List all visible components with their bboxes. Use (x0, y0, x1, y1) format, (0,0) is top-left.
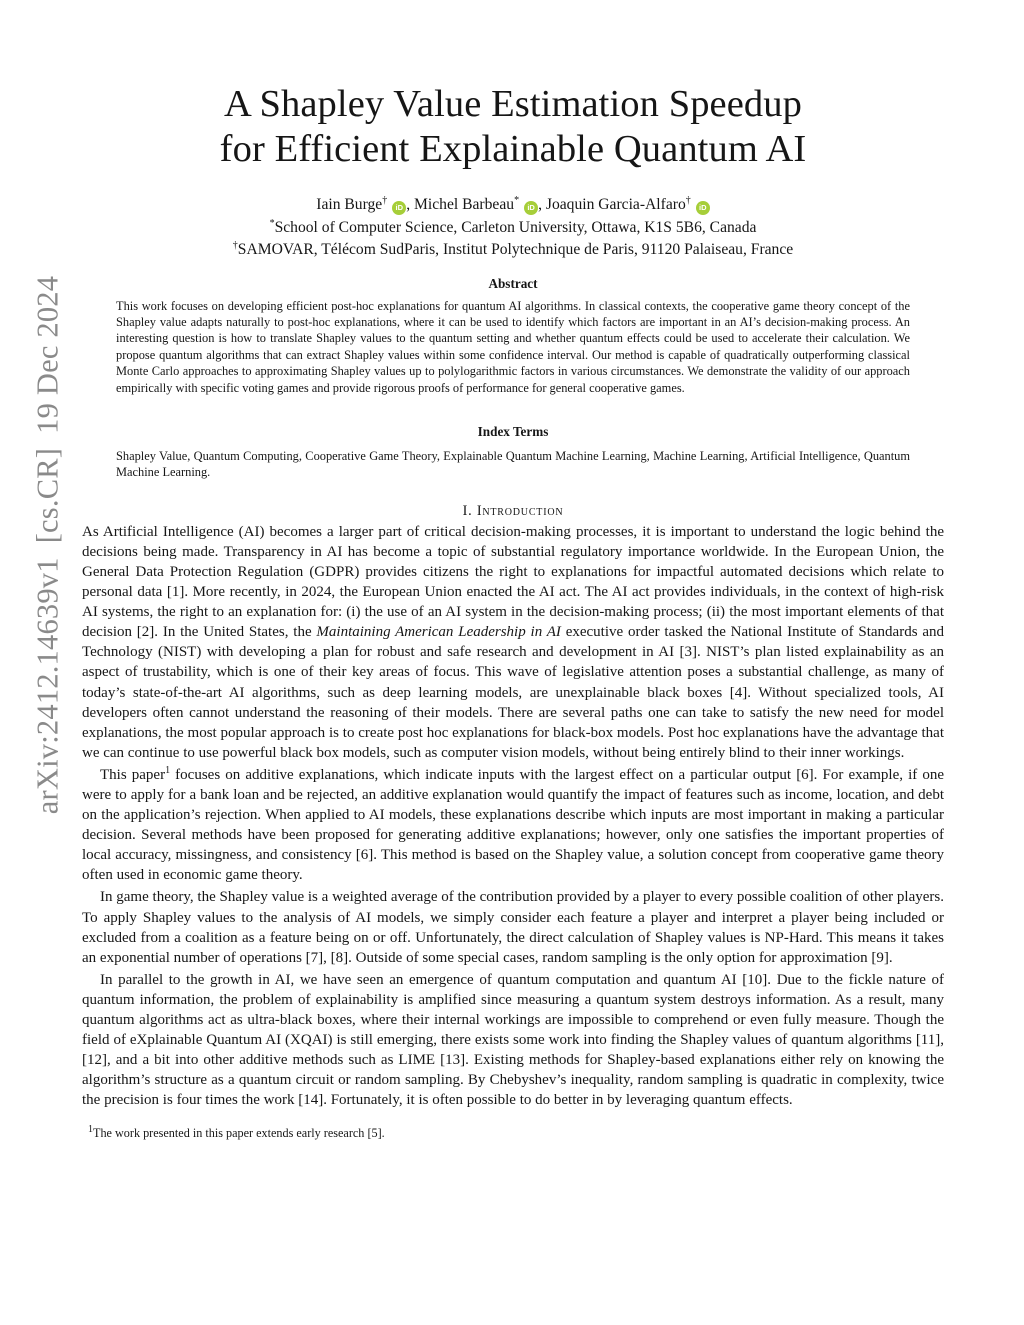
affiliation-text: SAMOVAR, Télécom SudParis, Institut Polytechnique de Paris, 91120 Palaiseau, France (237, 241, 794, 258)
author-block (82, 194, 944, 262)
index-terms-text: Shapley Value, Quantum Computing, Cooperative Game Theory, Explainable Quantum Machine Learning, Machine Learning, Artificial Intelligence, Quantum Machine Learning. (116, 448, 910, 480)
footnote-text: The work presented in this paper extends early research [5]. (93, 1126, 385, 1141)
arxiv-date: 19 Dec 2024 (30, 275, 65, 434)
affiliation-text: School of Computer Science, Carleton University, Ottawa, K1S 5B6, Canada (274, 218, 757, 236)
arxiv-stamp-text (31, 276, 66, 814)
footnote-ref[interactable]: 1 (165, 764, 171, 776)
paragraph-text: executive order tasked the National Institute of Standards and Technology (NIST) with developing a plan for robust and safe research and development in AI [3]. NIST’s plan listed explainability as an aspect of trustability, which is one of their key areas of focus. This wave of legislative attention poses a substantial challenge, as many of today’s state-of-the-art AI algorithms, such as deep learning models, are unexplainable black boxes [4]. Without specialized tools, AI developers often cannot understand the reasoning of their models. There are several paths one can take to satisfy the new need for model explanations, the most popular approach is to create post hoc explanations for black-box models. Post hoc explanations have the advantage that we can continue to use powerful black box models, such as computer vision models, without being entirely blind to their inner workings. (82, 624, 944, 761)
arxiv-category: [cs.CR] (30, 447, 65, 544)
abstract-heading: Abstract (488, 275, 538, 291)
paper-page (82, 0, 944, 1141)
title-line-2: for Efficient Explainable Quantum AI (219, 128, 807, 170)
arxiv-sidebar-stamp (26, 150, 70, 940)
title-line-1: A Shapley Value Estimation Speedup (224, 83, 802, 125)
affiliation-mark: † (232, 239, 238, 251)
arxiv-id: arXiv:2412.14639v1 (30, 557, 65, 815)
author-name: Iain Burge (316, 196, 383, 213)
intro-paragraph-4: In parallel to the growth in AI, we have seen an emergence of quantum computation and quantum AI [10]. Due to the fickle nature of quantum information, the problem of explainability is amplified since measuring a quantum system destroys information. As a result, many quantum algorithms act as ultra-black boxes, where their internal workings are impossible to comprehend or even fully measure. Though the field of eXplainable Quantum AI (XQAI) is still emerging, there exists some work into finding the Shapley values of quantum algorithms [11], [12], and a bit into other additive methods such as LIME [13]. Existing methods for Shapley-based explanations either rely on knowing the algorithm’s structure as a quantum circuit or random sampling. By Chebyshev’s inequality, random sampling is quadratic in complexity, twice the precision is four times the work [14]. Fortunately, it is often possible to do better in by leveraging quantum effects. (82, 971, 944, 1109)
author-separator: , (538, 196, 542, 213)
orcid-icon[interactable]: iD (696, 201, 710, 215)
affiliation-mark: * (269, 217, 275, 229)
author-affil-mark: † (685, 194, 691, 206)
author-affil-mark: † (382, 194, 388, 206)
paragraph-text: This paper (100, 766, 166, 783)
index-terms-heading: Index Terms (477, 423, 549, 439)
author-affil-mark: * (514, 194, 520, 206)
executive-order-title: Maintaining American Leadership in AI (316, 624, 561, 641)
abstract-text: This work focuses on developing efficient post-hoc explanations for quantum AI algorithms. In classical contexts, the cooperative game theory concept of the Shapley value adapts naturally to post-hoc explanations, where it can be used to identify which factors are important in an AI’s decision-making process. An interesting question is how to translate Shapley values to the quantum setting and whether quantum effects could be used to accelerate their calculation. We propose quantum algorithms that can extract Shapley values within some confidence interval. Our method is capable of quadratically outperforming classical Monte Carlo approaches to approximating Shapley values up to polylogarithmic factors in various circumstances. We demonstrate the validity of our approach empirically with specific voting games and provide rigorous proofs of performance for general cooperative games. (116, 298, 910, 395)
author-name: Joaquin Garcia-Alfaro (545, 196, 686, 213)
footnote-mark: 1 (88, 1124, 93, 1136)
orcid-icon[interactable]: iD (392, 201, 406, 215)
intro-paragraph-2 (82, 765, 944, 886)
author-3 (546, 196, 710, 213)
intro-paragraph-3: In game theory, the Shapley value is a weighted average of the contribution provided by a player to every possible coalition of other players. To apply Shapley values to the analysis of AI models, we simply consider each feature a player and interpret a player being included or excluded from a coalition as a feature being on or off. Unfortunately, the direct calculation of Shapley values is NP-Hard. This means it takes an exponential number of operations [7], [8]. Outside of some special cases, random sampling is the only option for approximation [9]. (82, 889, 944, 966)
orcid-icon[interactable]: iD (524, 201, 538, 215)
author-list (82, 194, 944, 217)
author-2 (414, 196, 538, 213)
intro-paragraph-1 (82, 522, 944, 763)
paragraph-text: focuses on additive explanations, which indicate inputs with the largest effect on a particular output [6]. For example, if one were to apply for a bank loan and be rejected, an additive explanation would quantify the impact of features such as income, location, and debt on the application’s rejection. When applied to AI models, these explanations describe which inputs are most important in making a particular decision. Several methods have been proposed for generating additive explanations; however, only one satisfies the important properties of local accuracy, missingness, and consistency [6]. This method is based on the Shapley value, a solution concept from cooperative game theory often used in economic game theory. (82, 766, 944, 884)
footnote (88, 1126, 944, 1141)
paper-title (82, 82, 944, 172)
section-heading-introduction: I. Introduction (462, 502, 564, 519)
affiliation-1 (82, 217, 944, 240)
paragraph-text: As Artificial Intelligence (AI) becomes a larger part of critical decision-making processes, it is important to understand the logic behind the decisions being made. Transparency in AI has become a topic of substantial regulatory importance worldwide. In the European Union, the General Data Protection Regulation (GDPR) provides citizens the right to explanations for impactful automated decisions which relate to personal data [1]. More recently, in 2024, the European Union enacted the AI act. The AI act provides individuals, in the context of high-risk AI systems, the right to an explanation for: (i) the use of an AI system in the decision-making process; (ii) the most important elements of that decision [2]. In the United States, the (82, 523, 944, 641)
affiliation-2 (82, 239, 944, 262)
author-1 (316, 196, 406, 213)
author-name: Michel Barbeau (414, 196, 515, 213)
author-separator: , (406, 196, 411, 213)
